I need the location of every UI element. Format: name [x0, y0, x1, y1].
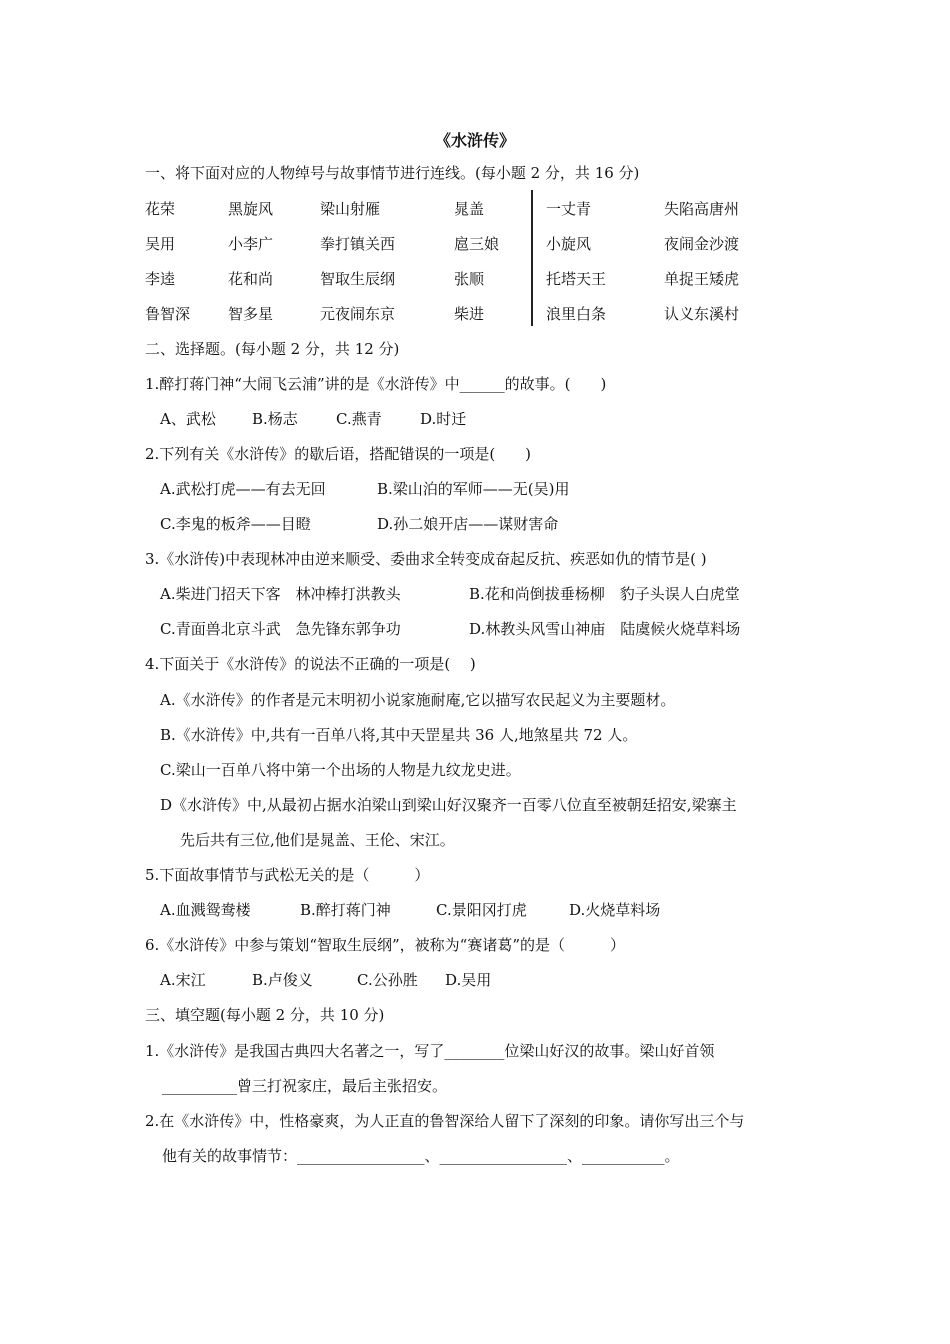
question-1-option-a: A、武松 — [160, 410, 216, 428]
fill-question-2-line-2: 他有关的故事情节：_________________、_________________、___________。 — [162, 1147, 680, 1165]
match-cell: 认义东溪村 — [664, 305, 740, 323]
question-6-option-a: A.宋江 — [160, 971, 206, 989]
question-3-stem: 3.《水浒传)中表现林冲由逆来顺受、委曲求全转变成奋起反抗、疾恶如仇的情节是( ) — [145, 550, 707, 568]
question-3-option-c: C.青面兽北京斗武 急先锋东郭争功 — [160, 620, 401, 638]
match-cell: 鲁智深 — [145, 305, 191, 323]
match-cell: 小李广 — [228, 235, 274, 253]
question-1-stem: 1.醉打蒋门神“大闹飞云浦”讲的是《水浒传》中______的故事。( ) — [145, 375, 607, 393]
match-cell: 花和尚 — [228, 270, 274, 288]
question-1-option-d: D.时迁 — [420, 410, 467, 428]
question-4-option-c: C.梁山一百单八将中第一个出场的人物是九纹龙史进。 — [160, 761, 521, 779]
match-cell: 一丈青 — [546, 200, 592, 218]
match-cell: 智取生辰纲 — [320, 270, 396, 288]
question-3-option-a: A.柴进门招天下客 林冲棒打洪教头 — [160, 585, 401, 603]
fill-question-1-line-1: 1.《水浒传》是我国古典四大名著之一，写了________位梁山好汉的故事。梁山好首领 — [145, 1042, 715, 1060]
page-title: 《水浒传》 — [434, 131, 515, 150]
match-cell: 柴进 — [454, 305, 485, 323]
question-1-option-b: B.杨志 — [252, 410, 298, 428]
question-6-option-c: C.公孙胜 — [357, 971, 418, 989]
question-6-option-b: B.卢俊义 — [252, 971, 313, 989]
question-3-option-b: B.花和尚倒拔垂杨柳 豹子头误人白虎堂 — [469, 585, 740, 603]
column-divider — [531, 190, 533, 326]
match-cell: 托塔天王 — [546, 270, 607, 288]
match-cell: 黑旋风 — [228, 200, 274, 218]
match-cell: 梁山射雁 — [320, 200, 381, 218]
match-cell: 扈三娘 — [454, 235, 500, 253]
fill-question-1-line-2: __________曾三打祝家庄，最后主张招安。 — [162, 1077, 448, 1095]
question-6-stem: 6.《水浒传》中参与策划“智取生辰纲”，被称为“赛诸葛”的是（ ） — [145, 936, 625, 954]
question-5-stem: 5.下面故事情节与武松无关的是（ ） — [145, 866, 430, 884]
match-cell: 吴用 — [145, 235, 176, 253]
question-5-option-a: A.血溅鸳鸯楼 — [160, 901, 251, 919]
question-4-option-a: A.《水浒传》的作者是元末明初小说家施耐庵,它以描写农民起义为主要题材。 — [160, 691, 676, 709]
question-2-option-a: A.武松打虎——有去无回 — [160, 480, 326, 498]
section3-heading: 三、填空题(每小题 2 分，共 10 分) — [145, 1006, 385, 1024]
match-cell: 元夜闹东京 — [320, 305, 396, 323]
section2-heading: 二、选择题。(每小题 2 分，共 12 分) — [145, 340, 400, 358]
match-cell: 李逵 — [145, 270, 176, 288]
question-5-option-b: B.醉打蒋门神 — [300, 901, 391, 919]
question-3-option-d: D.林教头风雪山神庙 陆虞候火烧草料场 — [469, 620, 741, 638]
question-5-option-d: D.火烧草料场 — [569, 901, 661, 919]
question-4-stem: 4.下面关于《水浒传》的说法不正确的一项是( ) — [145, 655, 476, 673]
fill-question-2-line-1: 2.在《水浒传》中，性格豪爽，为人正直的鲁智深给人留下了深刻的印象。请你写出三个与 — [145, 1112, 745, 1130]
question-4-option-d-continued: 先后共有三位,他们是晁盖、王伦、宋江。 — [180, 831, 455, 849]
question-2-option-c: C.李鬼的板斧——目瞪 — [160, 515, 311, 533]
match-cell: 拳打镇关西 — [320, 235, 396, 253]
question-2-option-d: D.孙二娘开店——谋财害命 — [377, 515, 559, 533]
match-cell: 小旋风 — [546, 235, 592, 253]
match-cell: 单捉王矮虎 — [664, 270, 740, 288]
match-cell: 晁盖 — [454, 200, 485, 218]
match-cell: 夜闹金沙渡 — [664, 235, 740, 253]
match-cell: 失陷高唐州 — [664, 200, 740, 218]
question-2-option-b: B.梁山泊的军师——无(吴)用 — [377, 480, 570, 498]
match-cell: 花荣 — [145, 200, 176, 218]
match-cell: 智多星 — [228, 305, 274, 323]
question-5-option-c: C.景阳冈打虎 — [436, 901, 527, 919]
question-4-option-b: B.《水浒传》中,共有一百单八将,其中天罡星共 36 人,地煞星共 72 人。 — [160, 726, 638, 744]
question-2-stem: 2.下列有关《水浒传》的歇后语，搭配错误的一项是( ) — [145, 445, 532, 463]
question-6-option-d: D.吴用 — [445, 971, 492, 989]
match-cell: 张顺 — [454, 270, 485, 288]
match-cell: 浪里白条 — [546, 305, 607, 323]
question-1-option-c: C.燕青 — [336, 410, 382, 428]
section1-heading: 一、将下面对应的人物绰号与故事情节进行连线。(每小题 2 分，共 16 分) — [145, 164, 640, 182]
question-4-option-d: D《水浒传》中,从最初占据水泊梁山到梁山好汉聚齐一百零八位直至被朝廷招安,梁寨主 — [160, 796, 737, 814]
